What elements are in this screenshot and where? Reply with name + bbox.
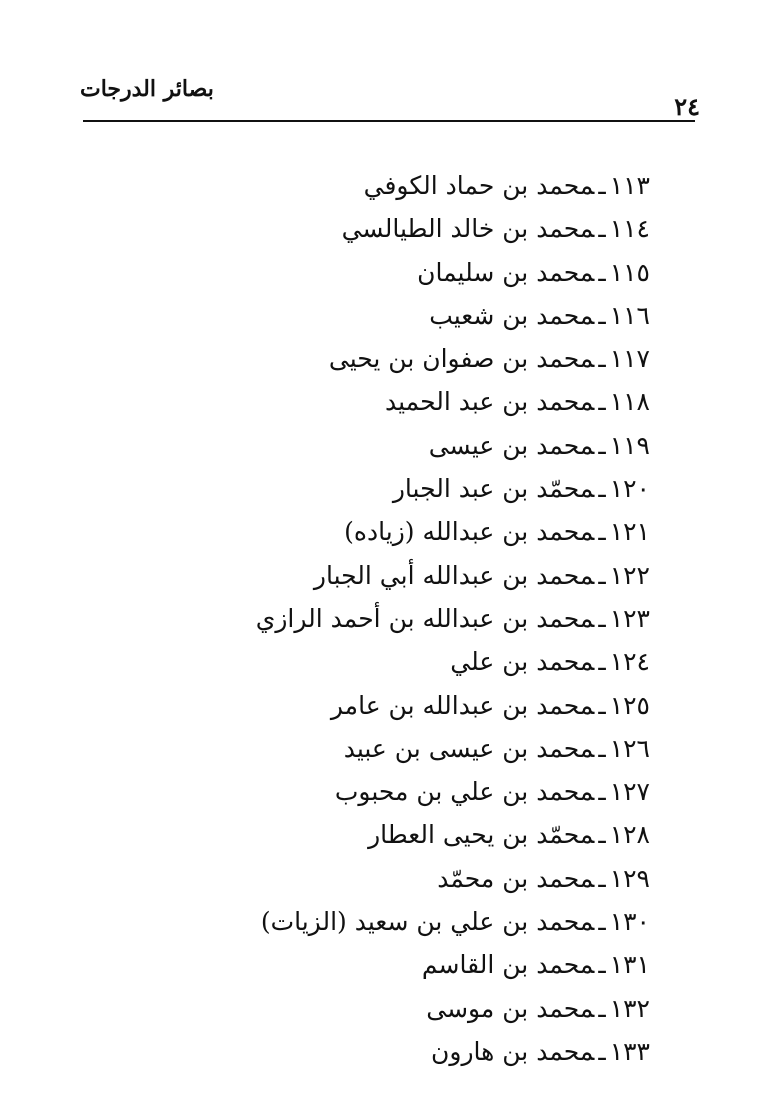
entry-number: ١٣٢ xyxy=(609,993,650,1023)
list-item xyxy=(90,554,650,597)
entry-number: ١٢٢ xyxy=(609,560,650,590)
list-item xyxy=(90,813,650,856)
entry-name: محمد بن علي xyxy=(450,647,595,677)
list-item xyxy=(90,684,650,727)
entry-dash: ـ xyxy=(598,430,606,460)
list-item xyxy=(90,727,650,770)
list-item xyxy=(90,770,650,813)
list-item xyxy=(90,1030,650,1073)
entry-name: محمد بن سليمان xyxy=(417,257,595,287)
list-item xyxy=(90,467,650,510)
entry-number: ١٢٣ xyxy=(609,603,650,633)
entry-name: محمد بن عبد الحميد xyxy=(384,387,595,417)
entry-dash: ـ xyxy=(598,560,606,590)
entry-number: ١١٥ xyxy=(609,257,650,287)
entry-dash: ـ xyxy=(598,733,606,763)
entry-number: ١٢٦ xyxy=(609,733,650,763)
entry-name: محمد بن عيسى xyxy=(428,430,595,460)
list-item xyxy=(90,597,650,640)
list-item xyxy=(90,900,650,943)
entry-number: ١٢٥ xyxy=(609,690,650,720)
entry-number: ١١٧ xyxy=(609,344,650,374)
entry-number: ١١٩ xyxy=(609,430,650,460)
entry-number: ١١٦ xyxy=(609,300,650,330)
entry-dash: ـ xyxy=(598,1036,606,1066)
entry-number: ١٣١ xyxy=(609,950,650,980)
entry-dash: ـ xyxy=(598,517,606,547)
entry-name: محمد بن عبدالله (زياده) xyxy=(344,517,595,547)
entry-dash: ـ xyxy=(598,690,606,720)
entry-name: محمد بن موسى xyxy=(426,993,595,1023)
list-item xyxy=(90,294,650,337)
entry-name: محمد بن شعيب xyxy=(429,300,595,330)
entry-name: محمّد بن عبد الجبار xyxy=(392,474,595,504)
page-number: ٢٤ xyxy=(674,92,700,121)
list-item xyxy=(90,164,650,207)
entry-number: ١٢٠ xyxy=(609,474,650,504)
entry-name: محمد بن علي بن محبوب xyxy=(334,777,595,807)
entry-number: ١٢٤ xyxy=(609,647,650,677)
narrator-list xyxy=(90,164,650,1073)
entry-dash: ـ xyxy=(598,257,606,287)
entry-number: ١٢٨ xyxy=(609,820,650,850)
entry-name: محمد بن علي بن سعيد (الزيات) xyxy=(260,907,595,937)
entry-number: ١٢٩ xyxy=(609,863,650,893)
entry-dash: ـ xyxy=(598,474,606,504)
entry-dash: ـ xyxy=(598,777,606,807)
entry-name: محمد بن عيسى بن عبيد xyxy=(343,733,595,763)
list-item xyxy=(90,943,650,986)
entry-name: محمد بن حماد الكوفي xyxy=(363,171,595,200)
entry-name: محمد بن محمّد xyxy=(437,863,595,893)
entry-dash: ـ xyxy=(598,863,606,893)
entry-dash: ـ xyxy=(598,214,606,244)
list-item xyxy=(90,337,650,380)
entry-dash: ـ xyxy=(598,300,606,330)
entry-number: ١٣٣ xyxy=(609,1036,650,1066)
entry-dash: ـ xyxy=(598,950,606,980)
header-divider xyxy=(83,120,695,122)
entry-name: محمد بن عبدالله بن أحمد الرازي xyxy=(255,603,595,633)
entry-dash: ـ xyxy=(598,344,606,374)
entry-dash: ـ xyxy=(598,387,606,417)
entry-dash: ـ xyxy=(598,647,606,677)
list-item xyxy=(90,987,650,1030)
entry-name: محمد بن صفوان بن يحيى xyxy=(328,344,595,374)
list-item xyxy=(90,510,650,553)
entry-dash: ـ xyxy=(598,820,606,850)
entry-number: ١١٨ xyxy=(609,387,650,417)
list-item xyxy=(90,640,650,683)
entry-dash: ـ xyxy=(598,171,606,200)
entry-name: محمد بن عبدالله أبي الجبار xyxy=(313,560,595,590)
list-item xyxy=(90,251,650,294)
running-header-title: بصائر الدرجات xyxy=(80,76,214,102)
entry-number: ١٢٧ xyxy=(609,777,650,807)
entry-name: محمد بن عبدالله بن عامر xyxy=(330,690,595,720)
entry-name: محمد بن القاسم xyxy=(421,950,595,980)
list-item xyxy=(90,207,650,250)
list-item xyxy=(90,380,650,423)
entry-name: محمّد بن يحيى العطار xyxy=(368,820,595,850)
entry-dash: ـ xyxy=(598,603,606,633)
entry-name: محمد بن هارون xyxy=(431,1036,595,1066)
entry-number: ١١٤ xyxy=(609,214,650,244)
entry-number: ١٣٠ xyxy=(609,907,650,937)
entry-dash: ـ xyxy=(598,907,606,937)
list-item xyxy=(90,857,650,900)
entry-number: ١١٣ xyxy=(609,171,650,200)
entry-dash: ـ xyxy=(598,993,606,1023)
entry-number: ١٢١ xyxy=(609,517,650,547)
entry-name: محمد بن خالد الطيالسي xyxy=(341,214,595,244)
list-item xyxy=(90,424,650,467)
